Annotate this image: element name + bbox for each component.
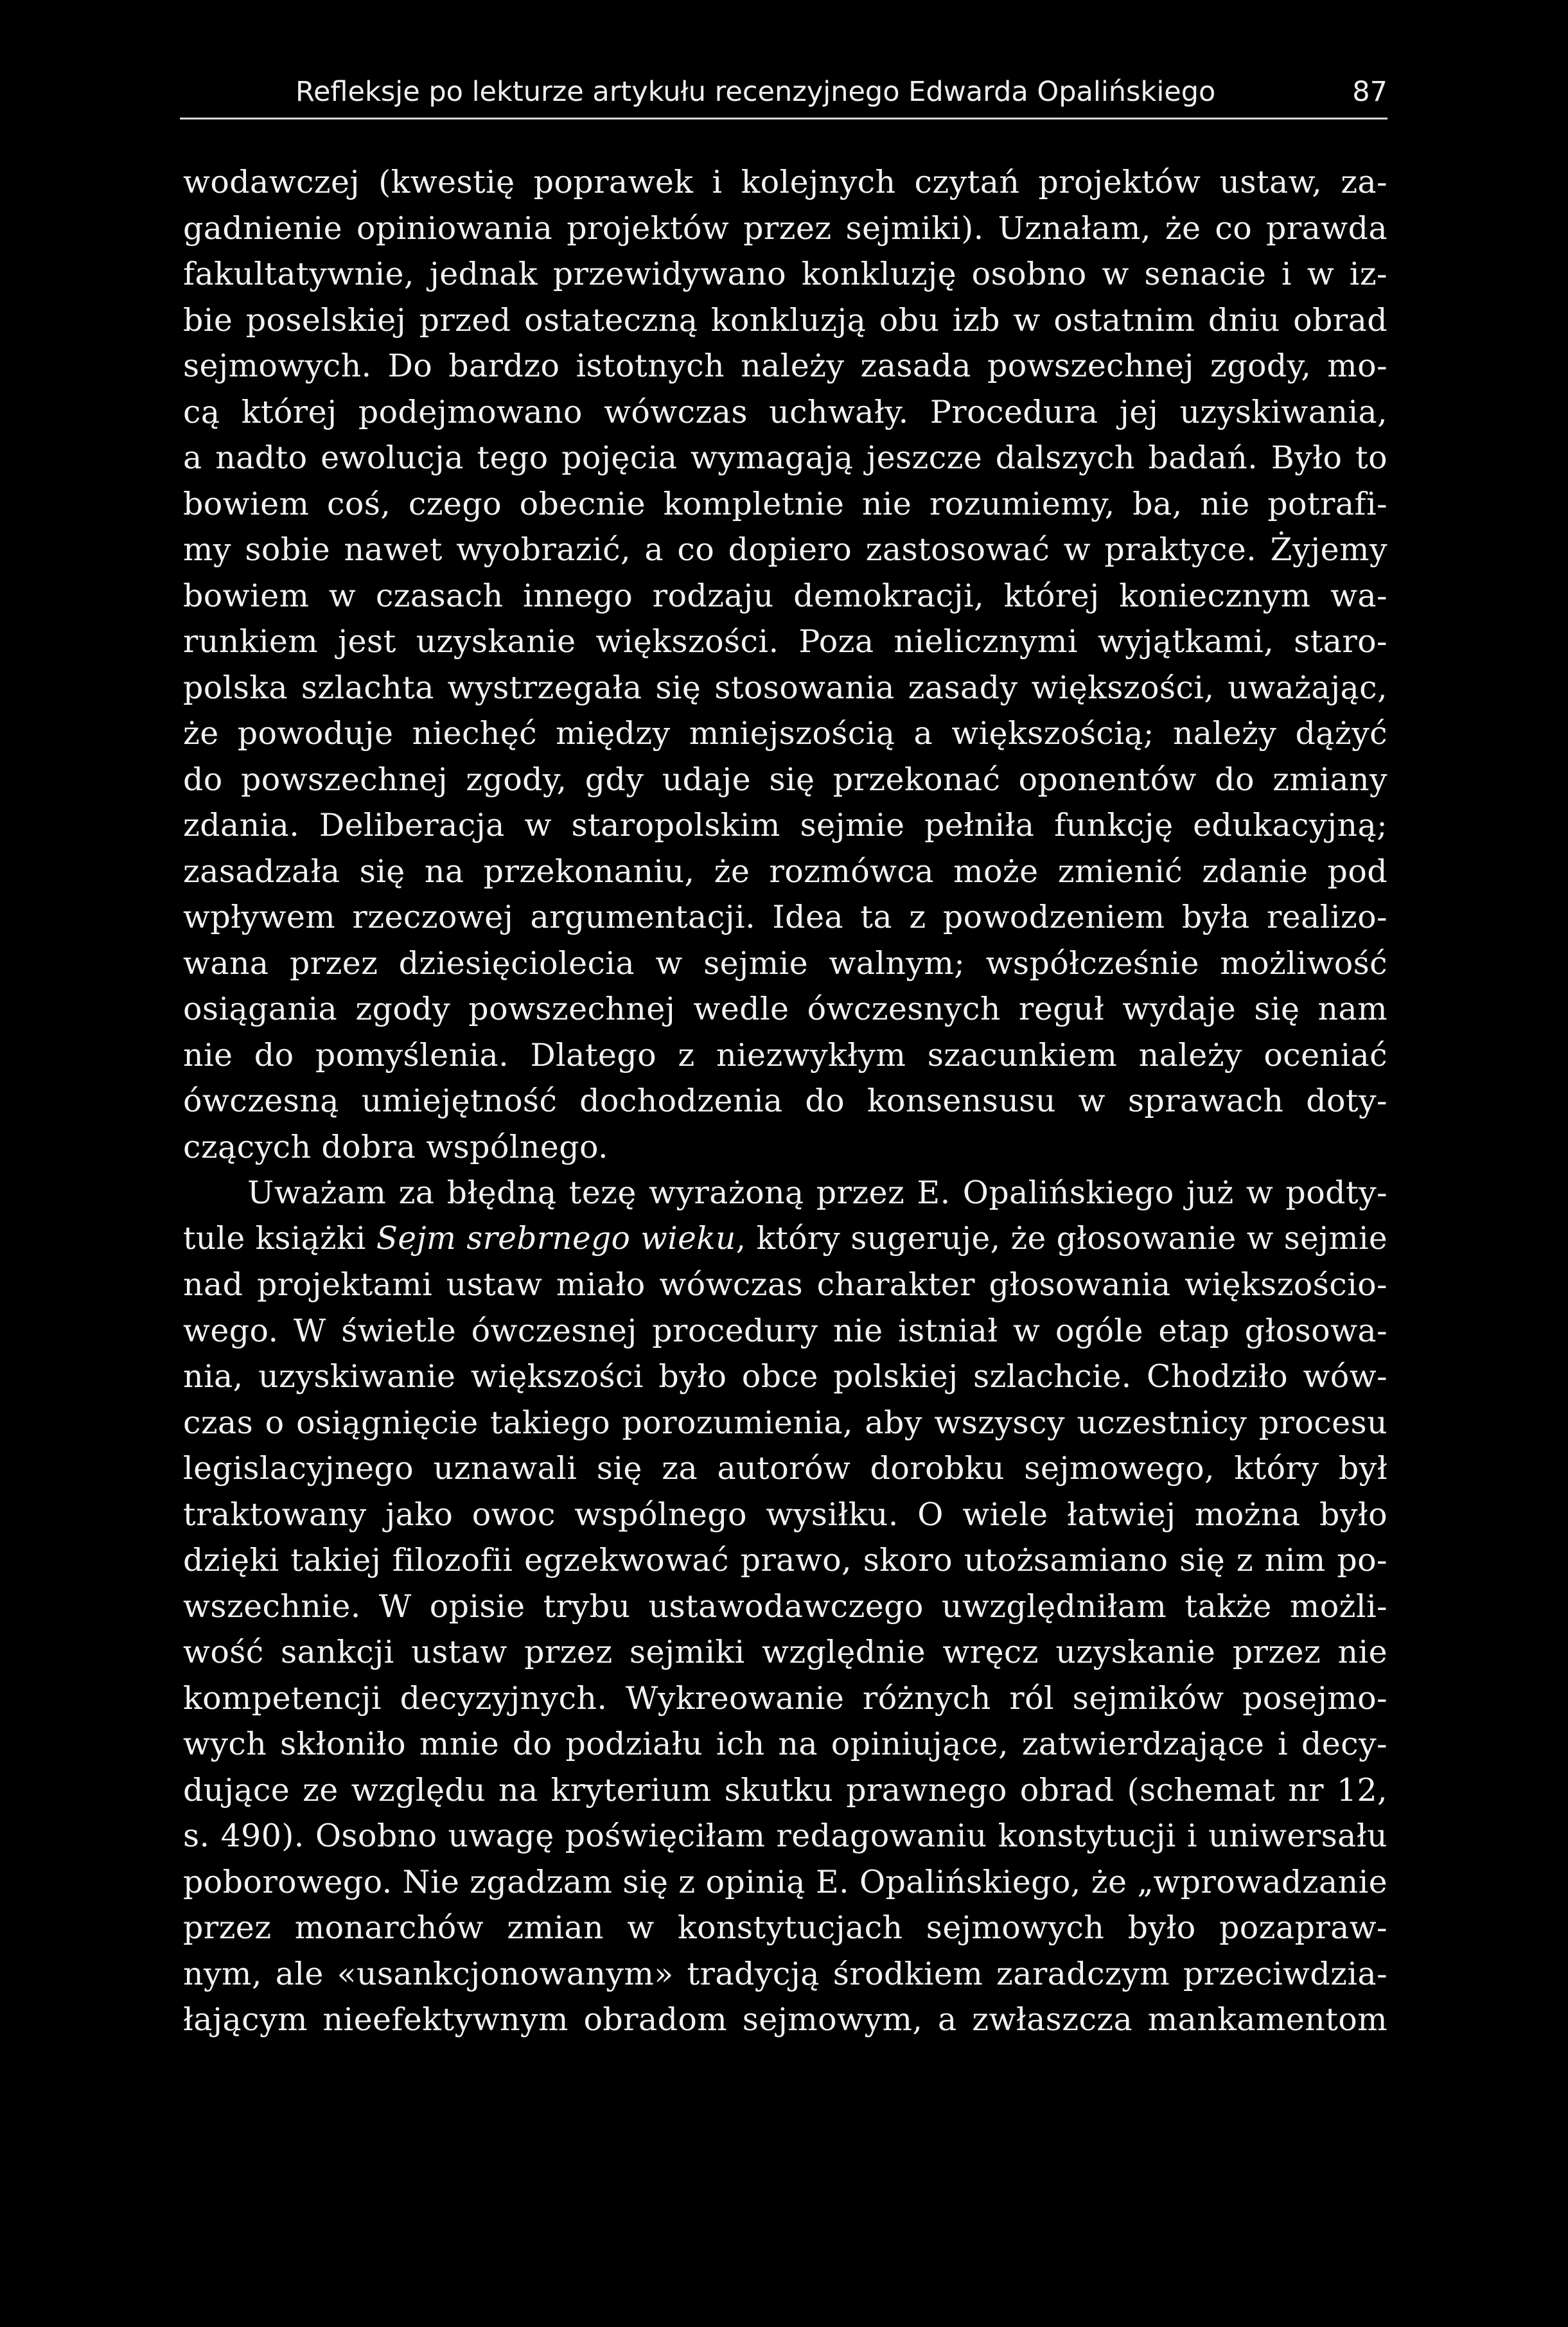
text-line: fakultatywnie, jednak przewidywano konkluzję osobno w senacie i w iz- bbox=[183, 256, 1387, 292]
text-line: zasadzała się na przekonaniu, że rozmówca może zmienić zdanie pod bbox=[183, 853, 1387, 890]
text-line: wość sankcji ustaw przez sejmiki względnie wręcz uzyskanie przez nie bbox=[183, 1634, 1387, 1670]
text-line-paragraph-start: Uważam za błędną tezę wyrażoną przez E. Opalińskiego już w podty- bbox=[247, 1174, 1387, 1211]
header-rule bbox=[180, 118, 1387, 119]
text-line: wodawczej (kwestię poprawek i kolejnych czytań projektów ustaw, za- bbox=[183, 164, 1387, 200]
text-line: cą której podejmowano wówczas uchwały. Procedura jej uzyskiwania, bbox=[183, 393, 1387, 430]
text-line: że powoduje niechęć między mniejszością a większością; należy dążyć bbox=[183, 715, 1387, 752]
text-line: do powszechnej zgody, gdy udaje się przekonać oponentów do zmiany bbox=[183, 761, 1387, 798]
text-line: kompetencji decyzyjnych. Wykreowanie różnych ról sejmików posejmo- bbox=[183, 1679, 1387, 1717]
text-line: runkiem jest uzyskanie większości. Poza nielicznymi wyjątkami, staro- bbox=[183, 623, 1387, 660]
text-line: legislacyjnego uznawali się za autorów dorobku sejmowego, który był bbox=[183, 1450, 1387, 1487]
text-line: wpływem rzeczowej argumentacji. Idea ta z powodzeniem była realizo- bbox=[183, 899, 1387, 935]
body-text bbox=[183, 159, 1387, 2043]
page-number: 87 bbox=[1352, 76, 1387, 108]
text-line: wego. W świetle ówczesnej procedury nie istniał w ogóle etap głosowa- bbox=[183, 1312, 1387, 1349]
text-line: wana przez dziesięciolecia w sejmie walnym; współcześnie możliwość bbox=[183, 944, 1387, 982]
text-line: łającym nieefektywnym obradom sejmowym, a zwłaszcza mankamentom bbox=[183, 2001, 1387, 2038]
text-line-paragraph-end: czących dobra wspólnego. bbox=[183, 1128, 608, 1165]
text-line: polska szlachta wystrzegała się stosowania zasady większości, uważając, bbox=[183, 669, 1387, 706]
text-line: dzięki takiej filozofii egzekwować prawo, skoro utożsamiano się z nim po- bbox=[183, 1542, 1387, 1579]
text-line: my sobie nawet wyobrazić, a co dopiero zastosować w praktyce. Żyjemy bbox=[183, 531, 1387, 568]
text-line: wych skłoniło mnie do podziału ich na opiniujące, zatwierdzające i decy- bbox=[183, 1726, 1387, 1762]
text-line: a nadto ewolucja tego pojęcia wymagają jeszcze dalszych badań. Było to bbox=[183, 439, 1387, 476]
text-line: bowiem w czasach innego rodzaju demokracji, której koniecznym wa- bbox=[183, 577, 1387, 614]
running-head-title: Refleksje po lekturze artykułu recenzyjnego Edwarda Opalińskiego bbox=[295, 76, 1216, 108]
text-line: dujące ze względu na kryterium skutku prawnego obrad (schemat nr 12, bbox=[183, 1771, 1387, 1809]
text-line: wszechnie. W opisie trybu ustawodawczego uwzględniłam także możli- bbox=[183, 1588, 1387, 1625]
text-line: nie do pomyślenia. Dlatego z niezwykłym szacunkiem należy oceniać bbox=[183, 1036, 1387, 1074]
text-line-with-book-title bbox=[183, 1216, 1387, 1262]
text-line: nia, uzyskiwanie większości było obce polskiej szlachcie. Chodziło wów- bbox=[183, 1358, 1387, 1395]
book-title-italic: Sejm srebrnego wieku bbox=[376, 1220, 736, 1257]
text-line: poborowego. Nie zgadzam się z opinią E. Opalińskiego, że „wprowadzanie bbox=[183, 1863, 1387, 1900]
text-line: bie poselskiej przed ostateczną konkluzją obu izb w ostatnim dniu obrad bbox=[183, 301, 1387, 339]
text-line: ówczesną umiejętność dochodzenia do konsensusu w sprawach doty- bbox=[183, 1083, 1387, 1119]
text-run: , który sugeruje, że głosowanie w sejmie bbox=[736, 1220, 1387, 1257]
text-line: czas o osiągnięcie takiego porozumienia, aby wszyscy uczestnicy procesu bbox=[183, 1404, 1387, 1441]
text-line: nym, ale «usankcjonowanym» tradycją środkiem zaradczym przeciwdzia- bbox=[183, 1955, 1387, 1992]
text-line: s. 490). Osobno uwagę poświęciłam redagowaniu konstytucji i uniwersału bbox=[183, 1818, 1387, 1854]
text-line: przez monarchów zmian w konstytucjach sejmowych było pozapraw- bbox=[183, 1909, 1387, 1946]
text-line: zdania. Deliberacja w staropolskim sejmie pełniła funkcję edukacyjną; bbox=[183, 807, 1387, 844]
text-line: osiągania zgody powszechnej wedle ówczesnych reguł wydaje się nam bbox=[183, 991, 1387, 1027]
text-line: sejmowych. Do bardzo istotnych należy zasada powszechnej zgody, mo- bbox=[183, 348, 1387, 384]
text-line: bowiem coś, czego obecnie kompletnie nie rozumiemy, ba, nie potrafi- bbox=[183, 485, 1387, 522]
text-line: nad projektami ustaw miało wówczas charakter głosowania większościo- bbox=[183, 1266, 1387, 1303]
running-head bbox=[180, 69, 1387, 114]
text-run: tule książki bbox=[183, 1220, 376, 1257]
text-line: traktowany jako owoc wspólnego wysiłku. O wiele łatwiej można było bbox=[183, 1496, 1387, 1533]
text-line: gadnienie opiniowania projektów przez sejmiki). Uznałam, że co prawda bbox=[183, 209, 1387, 247]
